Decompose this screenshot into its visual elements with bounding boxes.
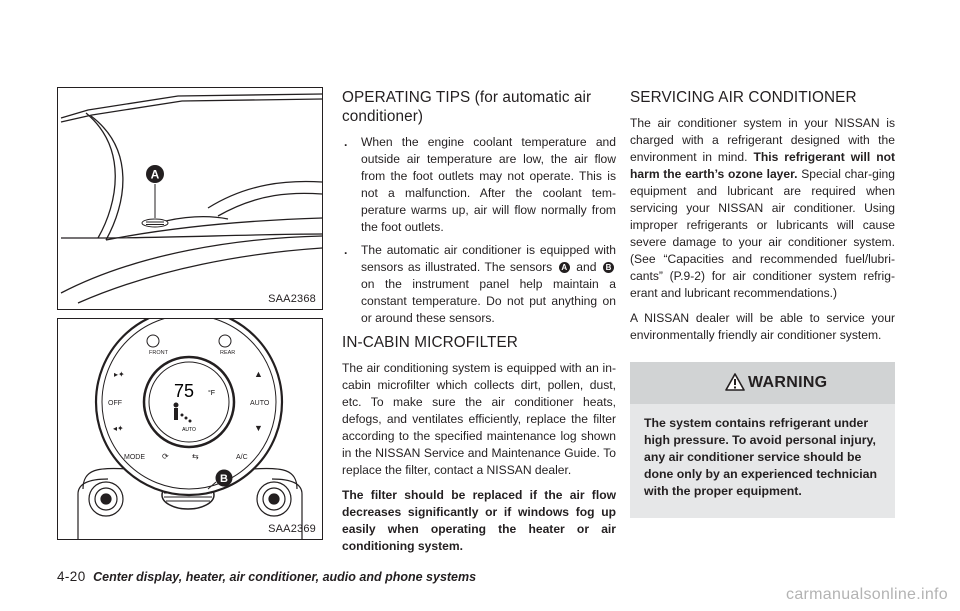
climate-panel-illustration [58, 319, 322, 539]
page-footer [57, 569, 476, 584]
warning-text: The system contains refrigerant under high pressure. To avoid personal injury, any air conditioner service should be done only by an experienced technician with the proper equipment. [644, 416, 878, 498]
mode-button-label[interactable]: MODE [124, 454, 145, 461]
heading-microfilter: IN-CABIN MICROFILTER [342, 334, 518, 351]
off-button-label[interactable]: OFF [108, 400, 122, 407]
warning-title: WARNING [748, 374, 828, 391]
figure-caption: SAA2369 [268, 523, 316, 535]
bullet-item [342, 242, 616, 327]
temperature-readout: 75 [173, 381, 195, 401]
warning-header [630, 362, 895, 404]
page-number: 4-20 [57, 569, 86, 584]
sensor-b-icon: B [603, 262, 614, 273]
bullet-item [342, 134, 616, 236]
display-mode-label: AUTO [182, 427, 196, 433]
figure-caption: SAA2368 [268, 293, 316, 305]
fan-up-icon: ▸✦ [114, 370, 125, 379]
callout-b-label: B [220, 473, 228, 485]
rear-defrost-label: REAR [220, 350, 236, 356]
bullet-text: The automatic air conditioner is equipped with sensors as illustrated. The sensors [361, 243, 616, 274]
bullet-text: When the engine coolant temperature and outside air temperature are low, the air flow from the foot outlets may not operate. This is not a malfunction. After the coolant tem-perature warms up, air will flow normally from the foot outlets. [361, 135, 616, 234]
column-servicing [630, 88, 895, 518]
heading-operating-tips: OPERATING TIPS (for automatic air conditioner) [342, 89, 592, 125]
bold-text: The filter should be replaced if the air flow decreases significantly or if windows fog up easily when operating the heater or air conditioning system. [342, 488, 616, 553]
figure-climate-panel [57, 318, 323, 540]
recirculation-icon: ⟳ [162, 452, 169, 461]
bullet-dot-icon: . [344, 243, 348, 257]
auto-button-label[interactable]: AUTO [250, 400, 270, 407]
paragraph-text: Special char-ging equipment and lubricant are required when servicing your NISSAN air conditioner. Using improper refrigerants or lubricants will cause severe damage to your air conditioner system. (See “Capacities and recommended fuel/lubri-cants” (P.9-2) for air conditioner system refrig-erant and lubricant recommendations.) [630, 167, 895, 300]
callout-a-label: A [150, 167, 160, 182]
paragraph-bold [342, 487, 616, 555]
temp-down-icon: ▼ [254, 423, 263, 433]
temp-up-icon: ▲ [254, 369, 263, 379]
heading-servicing: SERVICING AIR CONDITIONER [630, 89, 857, 106]
paragraph: The air conditioning system is equipped with an in-cabin microfilter which collects dirt, pollen, dust, etc. To make sure the air conditioner heats, defogs, and ventilates efficiently, replace the filter according to the specified maintenance log shown in the NISSAN Service and Maintenance Guide. To replace the filter, contact a NISSAN dealer. [342, 361, 616, 477]
bold-text: This refrigerant will not harm the earth’s ozone layer. [630, 150, 895, 181]
paragraph-text: The air conditioner system in your NISSAN is charged with a refrigerant designed with the environment in mind. [630, 116, 895, 164]
fresh-air-icon: ⇆ [192, 452, 199, 461]
bullet-dot-icon: . [344, 135, 348, 149]
windshield-illustration [58, 88, 322, 309]
column-operating-tips [342, 88, 616, 563]
paragraph [630, 115, 895, 302]
warning-triangle-icon [725, 373, 745, 391]
watermark: carmanualsonline.info [786, 586, 948, 603]
bullet-text: on the instrument panel help maintain a constant temperature. Do not put anything on or around these sensors. [361, 277, 616, 325]
bullet-text: and [576, 260, 597, 274]
figure-windshield-sensor [57, 87, 323, 310]
fan-down-icon: ◂✦ [113, 424, 124, 433]
paragraph: A NISSAN dealer will be able to service your environmentally friendly air conditioner system. [630, 311, 895, 342]
ac-button-label[interactable]: A/C [236, 454, 248, 461]
front-defrost-label: FRONT [149, 350, 168, 356]
sensor-a-icon: A [559, 262, 570, 273]
warning-box [630, 362, 895, 518]
temperature-unit: °F [208, 390, 216, 397]
section-title: Center display, heater, air conditioner, audio and phone systems [93, 570, 477, 584]
